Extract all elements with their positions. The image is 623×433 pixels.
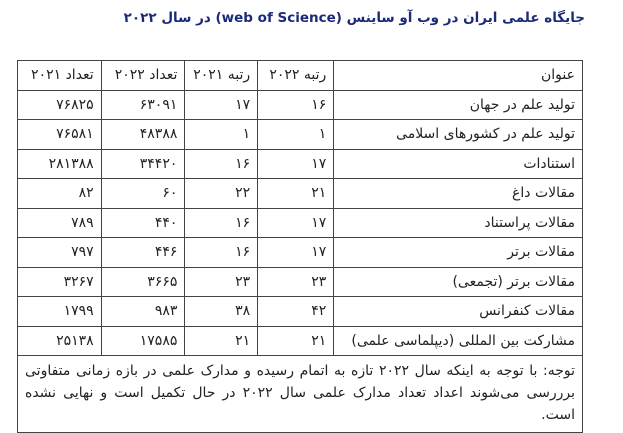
- table-row: [18, 90, 583, 120]
- count-2021-cell: ۱۷۹۹: [18, 297, 102, 327]
- rank-2022-cell: ۲۳: [258, 267, 334, 297]
- rank-2021-cell: ۱۶: [185, 208, 258, 238]
- table-row: [18, 149, 583, 179]
- header-label: عنوان: [334, 61, 583, 91]
- row-label: مقالات پراستناد: [334, 208, 583, 238]
- table-row: [18, 267, 583, 297]
- note-row: [18, 356, 583, 433]
- stats-table: [17, 60, 583, 433]
- header-rank-2022: رتبه ۲۰۲۲: [258, 61, 334, 91]
- page-title: جایگاه علمی ایران در وب آو ساینس (web of Science) در سال ۲۰۲۲: [123, 10, 585, 26]
- count-2021-cell: ۷۸۹: [18, 208, 102, 238]
- count-2022-cell: ۳۶۶۵: [101, 267, 185, 297]
- count-2022-cell: ۴۴۰: [101, 208, 185, 238]
- count-2021-cell: ۷۹۷: [18, 238, 102, 268]
- row-label: مقالات برتر: [334, 238, 583, 268]
- table-row: [18, 326, 583, 356]
- row-label: مقالات داغ: [334, 179, 583, 209]
- table-row: [18, 238, 583, 268]
- table-note: توجه: با توجه به اینکه سال ۲۰۲۲ تازه به اتمام رسیده و مدارک علمی در بازه زمانی متفاوتی برررسی می‌شوند اعداد تعداد مدارک علمی سال ۲۰۲۲ در حال تکمیل است و نهایی نشده است.: [18, 356, 583, 433]
- table-body: [18, 90, 583, 433]
- rank-2022-cell: ۲۱: [258, 326, 334, 356]
- count-2021-cell: ۲۸۱۳۸۸: [18, 149, 102, 179]
- table-header: [18, 61, 583, 91]
- table-row: [18, 208, 583, 238]
- row-label: مقالات برتر (تجمعی): [334, 267, 583, 297]
- header-count-2021: تعداد ۲۰۲۱: [18, 61, 102, 91]
- count-2021-cell: ۳۲۶۷: [18, 267, 102, 297]
- count-2022-cell: ۹۸۳: [101, 297, 185, 327]
- rank-2021-cell: ۱۷: [185, 90, 258, 120]
- header-row: [18, 61, 583, 91]
- count-2021-cell: ۲۵۱۳۸: [18, 326, 102, 356]
- rank-2022-cell: ۱۶: [258, 90, 334, 120]
- table-row: [18, 297, 583, 327]
- rank-2022-cell: ۲۱: [258, 179, 334, 209]
- row-label: مشارکت بین المللی (دیپلماسی علمی): [334, 326, 583, 356]
- rank-2022-cell: ۱: [258, 120, 334, 150]
- count-2021-cell: ۷۶۸۲۵: [18, 90, 102, 120]
- row-label: تولید علم در جهان: [334, 90, 583, 120]
- rank-2021-cell: ۱: [185, 120, 258, 150]
- rank-2021-cell: ۱۶: [185, 238, 258, 268]
- count-2022-cell: ۶۳۰۹۱: [101, 90, 185, 120]
- table-row: [18, 179, 583, 209]
- rank-2021-cell: ۲۳: [185, 267, 258, 297]
- count-2022-cell: ۴۴۶: [101, 238, 185, 268]
- table-row: [18, 120, 583, 150]
- row-label: مقالات کنفرانس: [334, 297, 583, 327]
- count-2021-cell: ۷۶۵۸۱: [18, 120, 102, 150]
- row-label: استنادات: [334, 149, 583, 179]
- count-2022-cell: ۶۰: [101, 179, 185, 209]
- rank-2021-cell: ۳۸: [185, 297, 258, 327]
- count-2022-cell: ۱۷۵۸۵: [101, 326, 185, 356]
- row-label: تولید علم در کشورهای اسلامی: [334, 120, 583, 150]
- rank-2022-cell: ۱۷: [258, 238, 334, 268]
- count-2022-cell: ۴۸۳۸۸: [101, 120, 185, 150]
- rank-2021-cell: ۲۱: [185, 326, 258, 356]
- rank-2022-cell: ۴۲: [258, 297, 334, 327]
- rank-2022-cell: ۱۷: [258, 149, 334, 179]
- header-count-2022: تعداد ۲۰۲۲: [101, 61, 185, 91]
- count-2022-cell: ۳۴۴۲۰: [101, 149, 185, 179]
- rank-2021-cell: ۲۲: [185, 179, 258, 209]
- rank-2021-cell: ۱۶: [185, 149, 258, 179]
- rank-2022-cell: ۱۷: [258, 208, 334, 238]
- header-rank-2021: رتبه ۲۰۲۱: [185, 61, 258, 91]
- count-2021-cell: ۸۲: [18, 179, 102, 209]
